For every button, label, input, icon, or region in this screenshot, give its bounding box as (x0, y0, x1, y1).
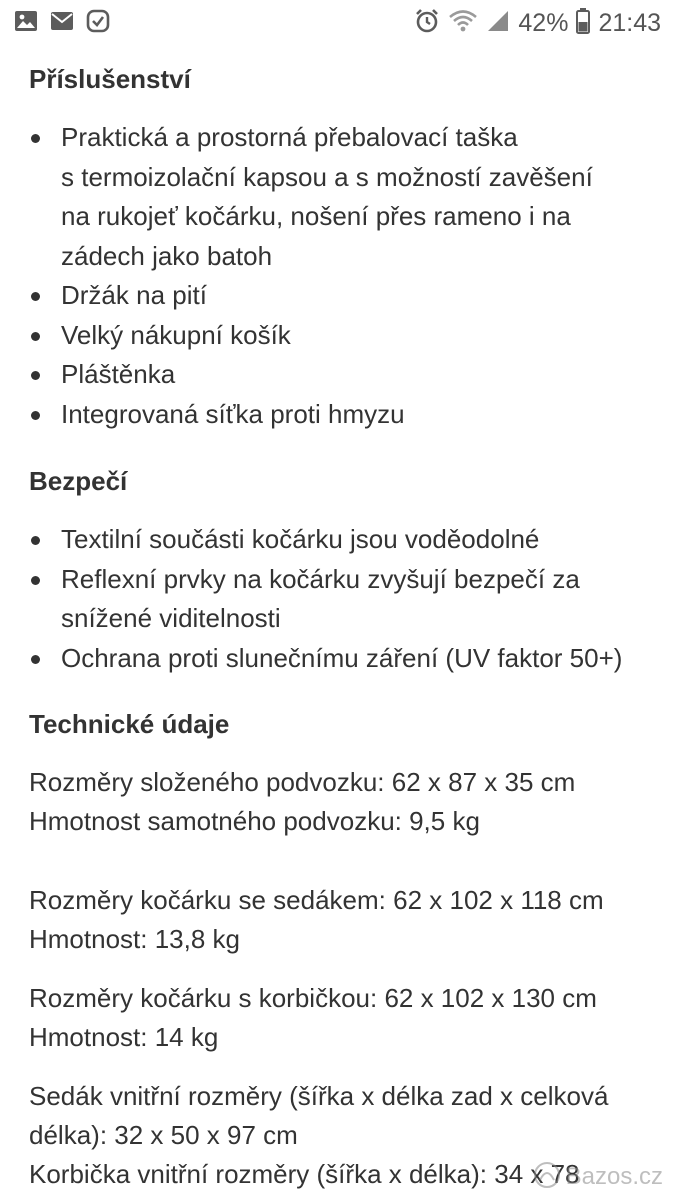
spec-line: Sedák vnitřní rozměry (šířka x délka zad x celková (29, 1081, 609, 1111)
status-bar (0, 0, 675, 46)
spec-paragraph (29, 763, 659, 841)
mail-icon (50, 11, 74, 36)
list-item-line: Integrovaná síťka proti hmyzu (61, 398, 405, 429)
list-item (0, 276, 675, 316)
spec-line: Rozměry kočárku se sedákem: 62 x 102 x 118 cm (29, 885, 604, 915)
list-item-line: Reflexní prvky na kočárku zvyšují bezpečí za (61, 563, 580, 594)
battery-percent: 42% (518, 9, 569, 37)
bullet-icon (31, 292, 40, 301)
list-item (0, 395, 675, 435)
list-item-line: Velký nákupní košík (61, 319, 291, 350)
spec-line: Hmotnost: 14 kg (29, 1022, 219, 1052)
clock-time: 21:43 (598, 9, 661, 37)
bullet-icon (31, 332, 40, 341)
watermark (532, 1160, 663, 1194)
bullet-icon (31, 655, 40, 664)
list-item-line: s termoizolační kapsou a s možností zavěšení (61, 161, 593, 192)
battery-icon (576, 8, 590, 39)
spec-line: Rozměry kočárku s korbičkou: 62 x 102 x 130 cm (29, 983, 597, 1013)
spec-line: Korbička vnitřní rozměry (šířka x délka): 34 x 78 (29, 1159, 580, 1189)
list-item (0, 316, 675, 356)
list-item (0, 520, 675, 560)
list-item (0, 639, 675, 679)
system-status (414, 8, 661, 38)
list-item-line: Pláštěnka (61, 359, 176, 389)
bullet-icon (31, 411, 40, 420)
section-heading-technical: Technické údaje (29, 709, 230, 739)
spec-line: Rozměry složeného podvozku: 62 x 87 x 35 cm (29, 767, 576, 797)
list-item (0, 560, 675, 639)
watermark-logo-icon (532, 1160, 562, 1195)
bullet-icon (31, 371, 40, 380)
section-heading-accessories: Příslušenství (29, 64, 191, 94)
list-item-line: zádech jako batoh (61, 240, 273, 271)
check-circle-icon (86, 9, 110, 38)
notification-icons (14, 10, 110, 36)
section-heading-safety: Bezpečí (29, 466, 128, 496)
safety-list (0, 520, 675, 678)
list-item-line: Držák na pití (61, 280, 207, 310)
alarm-icon (414, 8, 440, 39)
list-item-line: na rukojeť kočárku, nošení přes rameno i na (61, 201, 571, 231)
list-item-line: Ochrana proti slunečnímu záření (UV faktor 50+) (61, 642, 623, 673)
list-item (0, 118, 675, 276)
image-icon (14, 10, 38, 37)
spec-line: Hmotnost: 13,8 kg (29, 924, 240, 954)
spec-line: Hmotnost samotného podvozku: 9,5 kg (29, 806, 480, 836)
list-item-line: Praktická a prostorná přebalovací taška (61, 122, 518, 152)
spec-paragraph (29, 979, 659, 1057)
bullet-icon (31, 576, 40, 585)
accessories-list (0, 118, 675, 434)
watermark-text: Bazos.cz (565, 1163, 663, 1190)
wifi-icon (448, 9, 478, 38)
list-item (0, 355, 675, 395)
list-item-line: snížené viditelnosti (61, 603, 281, 633)
bullet-icon (31, 536, 40, 545)
list-item-line: Textilní součásti kočárku jsou voděodolné (61, 524, 540, 554)
spec-line: délka): 32 x 50 x 97 cm (29, 1120, 298, 1150)
signal-icon (486, 9, 510, 38)
spec-paragraph (29, 881, 659, 959)
bullet-icon (31, 134, 40, 143)
